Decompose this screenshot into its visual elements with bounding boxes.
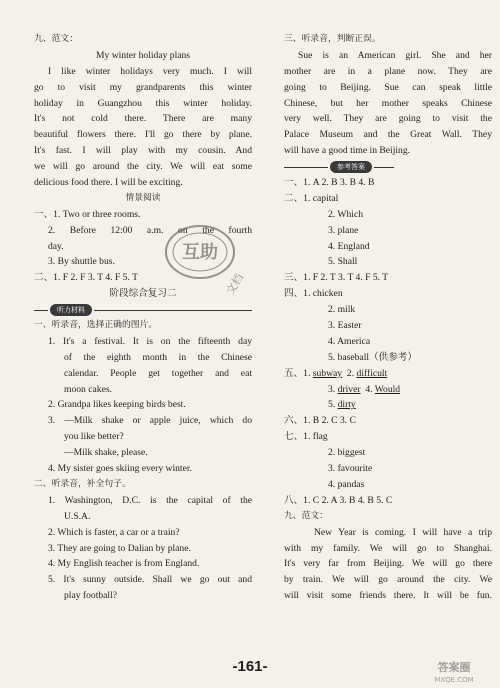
essay-line: I like winter holidays very much. I will <box>48 65 252 77</box>
answers-label: 参考答案 <box>330 161 372 173</box>
page-number: -161- <box>232 658 268 675</box>
essay-line: will visit some friends there. It will be fun. <box>284 590 492 602</box>
reading-title: 情景阅读 <box>125 192 161 203</box>
answer-line: 2. Which <box>328 208 363 220</box>
listening-material-bar <box>34 302 252 318</box>
essay-line: by train. We will go around the city. We <box>284 574 492 586</box>
answer-line: 3. plane <box>328 224 359 236</box>
answer-line: 三、1. F 2. T 3. T 4. F 5. T <box>284 272 389 284</box>
answer-line: 2. biggest <box>328 447 366 459</box>
svg-text:MXQE.COM: MXQE.COM <box>434 676 474 684</box>
answer-prefix: 3. <box>328 383 336 395</box>
answer-line: 六、1. B 2. C 3. C <box>284 415 356 427</box>
listening-line: 4. My sister goes skiing every winter. <box>48 463 192 475</box>
answer-line <box>284 397 492 413</box>
reading-answer: day. <box>48 240 64 252</box>
answer-line: 八、1. C 2. A 3. B 4. B 5. C <box>284 494 393 506</box>
answer-line: 2. milk <box>328 304 356 316</box>
listening-line: Palace Museum and the Great Wall. They <box>284 129 492 141</box>
answer-line: 4. England <box>328 240 370 252</box>
listening-line: Sue is an American girl. She and her <box>298 49 492 61</box>
essay-line: delicious food there. I will be exciting. <box>34 177 183 189</box>
left-column <box>34 32 252 604</box>
reading-answer: 二、1. F 2. F 3. T 4. F 5. T <box>34 272 138 284</box>
listening-line: mother are in a plane now. They are <box>284 65 492 77</box>
listening-line: you like better? <box>64 431 124 443</box>
listening-line: 1. It's a festival. It is on the fifteenth day <box>48 335 252 347</box>
answers-bar <box>284 159 492 175</box>
listening-line: 4. My English teacher is from England. <box>48 558 200 570</box>
listening-line: 2. Which is faster, a car or a train? <box>48 526 180 538</box>
answer-word: subway <box>312 367 343 379</box>
section-1-title: 一、听录音，选择正确的图片。 <box>34 320 158 331</box>
answer-line: 5. Shall <box>328 256 358 268</box>
section-3-title: 三、听录音，判断正误。 <box>284 34 381 44</box>
answer-line: 4. pandas <box>328 478 365 490</box>
divider <box>94 310 252 311</box>
answer-line: 3. Easter <box>328 320 362 332</box>
reading-answer: 2. Before 12:00 a.m. on the fourth <box>48 224 252 236</box>
right-column <box>284 32 492 604</box>
svg-text:文档: 文档 <box>223 271 247 298</box>
listening-line: 5. It's sunny outside. Shall we go out and <box>48 574 252 586</box>
answer-word: Would <box>374 383 401 395</box>
listening-line: very well. They are going to visit the <box>284 113 492 125</box>
answer-prefix: 5. <box>328 399 336 411</box>
listening-line: calendar. People get together and eat <box>64 367 252 379</box>
section-2-title: 二、听录音，补全句子。 <box>34 478 131 489</box>
answer-line: 七、1. flag <box>284 431 328 443</box>
essay-title: My winter holiday plans <box>95 49 191 61</box>
answer-prefix: 五、1. <box>284 367 311 379</box>
essay-line: with my family. We will go to Shanghai. <box>284 542 492 554</box>
listening-line: of the eighth month in the Chinese <box>64 351 252 363</box>
listening-line: going to Beijing. Sue can speak little <box>284 81 492 93</box>
listening-line: —Milk shake, please. <box>64 447 148 459</box>
essay-line: we will go around the city. We will eat some <box>34 161 252 173</box>
essay-line: It's not cold there. There are many <box>34 113 252 125</box>
divider <box>34 310 48 311</box>
answer-prefix: 4. <box>365 383 373 395</box>
svg-text:答案圈: 答案圈 <box>437 661 471 674</box>
answer-line <box>284 382 492 398</box>
reading-answer: 3. By shuttle bus. <box>48 256 115 268</box>
answer-word: difficult <box>356 367 388 379</box>
essay-line: beautiful flowers there. I'll go there by plane. <box>34 129 252 141</box>
answer-word: driver <box>337 383 361 395</box>
listening-line: moon cakes. <box>64 383 112 395</box>
divider <box>284 167 328 168</box>
listening-line: 3. —Milk shake or apple juice, which do <box>48 415 252 427</box>
essay-line: holiday in Guangzhou this winter holiday. <box>34 97 252 109</box>
essay-line: go to visit my grandparents this winter <box>34 81 252 93</box>
listening-line: will have a good time in Beijing. <box>284 145 411 157</box>
essay-title: 九、范文： <box>284 510 328 521</box>
answer-word: dirty <box>337 399 356 411</box>
answer-prefix: 2. <box>346 367 355 379</box>
listening-line: Chinese, but her mother speaks Chinese <box>284 97 492 109</box>
essay-line: It's fast. I will play with my cousin. And <box>34 145 252 157</box>
answer-line: 4. America <box>328 335 371 347</box>
stamp-watermark <box>140 212 260 302</box>
listening-material-label: 听力材料 <box>50 304 92 316</box>
listening-line: play football? <box>64 590 118 602</box>
listening-line: U.S.A. <box>64 510 91 522</box>
review-title: 阶段综合复习二 <box>109 288 177 300</box>
answer-line: 一、1. A 2. B 3. B 4. B <box>284 177 375 189</box>
answer-line: 二、1. capital <box>284 192 339 204</box>
answer-line: 5. baseball（供参考） <box>328 351 417 363</box>
essay-line: New Year is coming. I will have a trip <box>314 526 492 538</box>
answer-line: 3. favourite <box>328 463 373 475</box>
section-9-title: 九、范文： <box>34 34 78 44</box>
answer-line: 四、1. chicken <box>284 288 343 300</box>
divider <box>374 167 394 168</box>
essay-line: It's very far from Beijing. We will go there <box>284 558 492 570</box>
answer-line <box>284 366 492 382</box>
reading-answer: 一、1. Two or three rooms. <box>34 208 141 220</box>
listening-line: 1. Washington, D.C. is the capital of the <box>48 494 252 506</box>
listening-line: 2. Grandpa likes keeping birds best. <box>48 399 186 411</box>
listening-line: 3. They are going to Dalian by plane. <box>48 542 191 554</box>
svg-text:互助: 互助 <box>182 242 218 263</box>
